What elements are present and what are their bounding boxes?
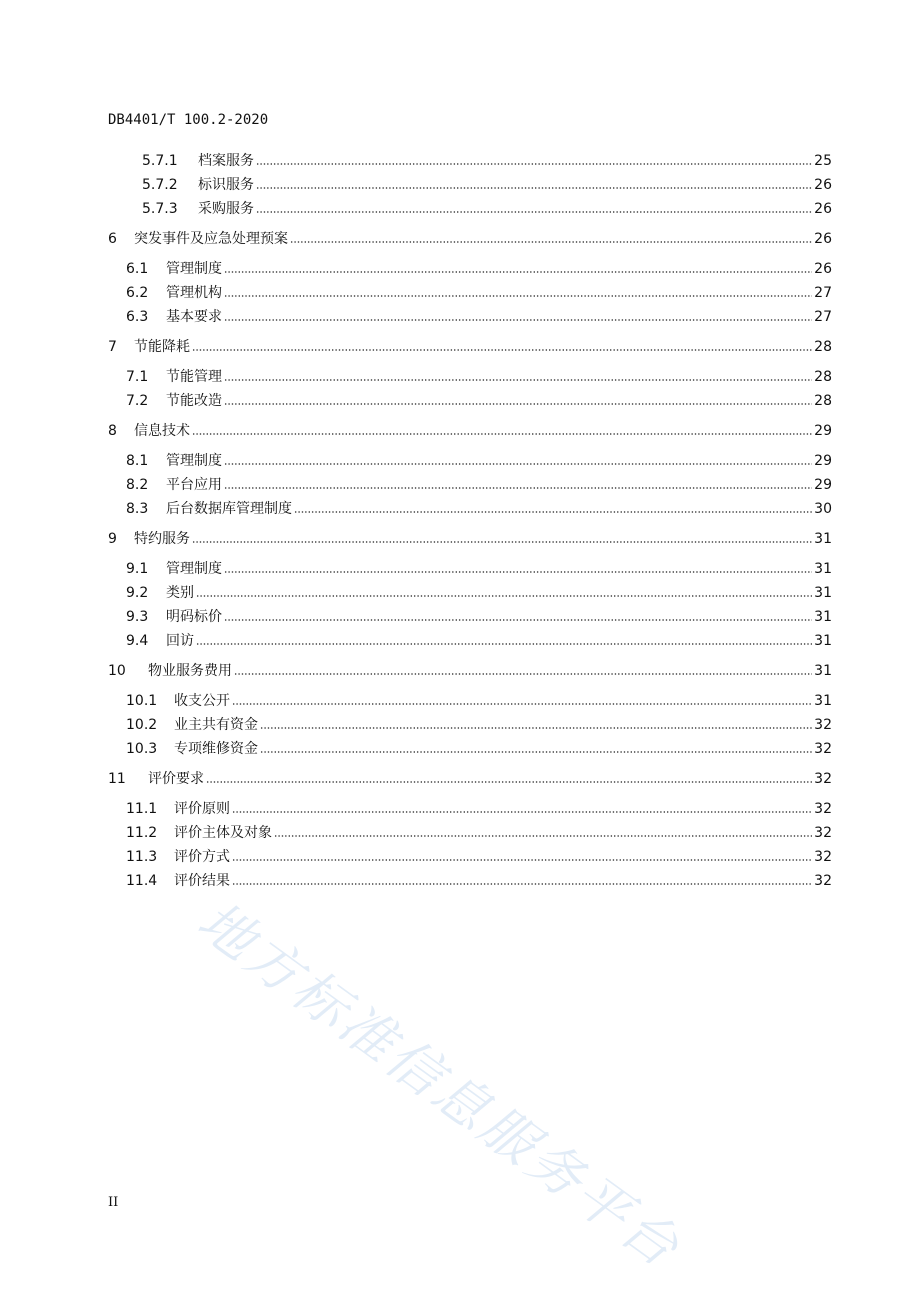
toc-entry-title: 管理机构 [166,285,222,301]
toc-entry-title: 采购服务 [198,201,254,217]
toc-entry-page: 28 [814,393,832,409]
toc-entry-page: 26 [814,261,832,277]
toc-entry-title: 收支公开 [174,693,230,709]
toc-entry-number: 9.2 [126,585,149,601]
toc-entry-page: 29 [814,453,832,469]
toc-entry[interactable] [126,799,832,819]
toc-entry-number: 7.1 [126,369,149,385]
toc-entry-page: 29 [814,423,832,439]
toc-entry-number: 10.2 [126,717,158,733]
dot-leader [192,540,812,544]
toc-entry-number: 8.2 [126,477,149,493]
toc-entry[interactable] [108,229,832,249]
toc-entry-title: 评价结果 [174,873,230,889]
dot-leader [224,462,812,466]
toc-entry-title: 业主共有资金 [174,717,258,733]
toc-entry-number: 7.2 [126,393,149,409]
toc-entry-page: 31 [814,585,832,601]
toc-entry-page: 32 [814,771,832,787]
toc-entry-page: 31 [814,693,832,709]
toc-entry-number: 8 [108,423,117,439]
toc-entry-number: 11.2 [126,825,158,841]
toc-entry-number: 8.3 [126,501,149,517]
toc-entry-page: 29 [814,477,832,493]
dot-leader [290,240,812,244]
toc-entry-number: 5.7.3 [142,201,178,217]
dot-leader [256,186,812,190]
dot-leader [234,672,812,676]
dot-leader [206,780,812,784]
dot-leader [224,270,812,274]
dot-leader [224,618,812,622]
toc-entry[interactable] [108,769,832,789]
dot-leader [196,642,812,646]
toc-entry[interactable] [126,607,832,627]
toc-entry[interactable] [126,259,832,279]
toc-entry-title: 类别 [166,585,194,601]
dot-leader [260,726,812,730]
toc-entry-title: 信息技术 [134,423,190,439]
toc-entry-number: 10 [108,663,126,679]
toc-entry-number: 8.1 [126,453,149,469]
toc-entry-title: 节能改造 [166,393,222,409]
toc-entry-page: 32 [814,717,832,733]
toc-entry[interactable] [126,823,832,843]
toc-entry[interactable] [142,151,832,171]
toc-entry[interactable] [108,421,832,441]
toc-entry-title: 后台数据库管理制度 [166,501,292,517]
toc-entry-page: 28 [814,369,832,385]
toc-entry[interactable] [126,283,832,303]
toc-entry-number: 6.3 [126,309,149,325]
toc-entry-title: 平台应用 [166,477,222,493]
toc-entry-number: 5.7.1 [142,153,178,169]
toc-entry-title: 标识服务 [198,177,254,193]
toc-entry[interactable] [126,499,832,519]
document-code: DB4401/T 100.2-2020 [108,112,269,128]
toc-entry[interactable] [126,583,832,603]
toc-entry-page: 31 [814,663,832,679]
dot-leader [224,486,812,490]
toc-entry-number: 5.7.2 [142,177,178,193]
toc-entry-page: 31 [814,609,832,625]
dot-leader [196,594,812,598]
toc-entry-title: 评价要求 [148,771,204,787]
toc-entry[interactable] [126,391,832,411]
toc-entry[interactable] [126,739,832,759]
dot-leader [256,162,812,166]
toc-entry-page: 26 [814,231,832,247]
dot-leader [232,702,812,706]
toc-entry[interactable] [108,661,832,681]
toc-entry-number: 6 [108,231,117,247]
toc-entry-number: 10.3 [126,741,158,757]
toc-entry[interactable] [142,199,832,219]
toc-entry-number: 6.1 [126,261,149,277]
toc-entry-page: 32 [814,741,832,757]
toc-entry-page: 31 [814,561,832,577]
dot-leader [224,318,812,322]
toc-entry-number: 11 [108,771,126,787]
toc-entry[interactable] [126,691,832,711]
dot-leader [224,402,812,406]
dot-leader [224,570,812,574]
toc-entry[interactable] [108,529,832,549]
toc-entry-page: 32 [814,801,832,817]
dot-leader [224,378,812,382]
toc-entry-number: 9 [108,531,117,547]
toc-entry-title: 明码标价 [166,609,222,625]
dot-leader [256,210,812,214]
dot-leader [294,510,812,514]
toc-entry-title: 物业服务费用 [148,663,232,679]
toc-entry-title: 基本要求 [166,309,222,325]
dot-leader [274,834,812,838]
toc-entry-number: 11.4 [126,873,158,889]
toc-entry[interactable] [142,175,832,195]
dot-leader [260,750,812,754]
toc-entry-number: 9.4 [126,633,149,649]
toc-entry-number: 9.1 [126,561,149,577]
toc-entry-title: 评价原则 [174,801,230,817]
toc-entry-page: 28 [814,339,832,355]
dot-leader [192,432,812,436]
toc-entry-title: 管理制度 [166,453,222,469]
toc-entry[interactable] [126,559,832,579]
toc-entry-number: 10.1 [126,693,158,709]
toc-entry-number: 9.3 [126,609,149,625]
dot-leader [232,810,812,814]
toc-entry-title: 节能管理 [166,369,222,385]
toc-entry-page: 27 [814,285,832,301]
toc-entry-page: 32 [814,873,832,889]
toc-entry[interactable] [126,307,832,327]
toc-entry-number: 7 [108,339,117,355]
dot-leader [232,882,812,886]
toc-entry[interactable] [126,451,832,471]
toc-entry-page: 30 [814,501,832,517]
toc-entry[interactable] [108,337,832,357]
toc-entry-page: 32 [814,849,832,865]
toc-entry-title: 管理制度 [166,561,222,577]
dot-leader [232,858,812,862]
toc-entry-page: 26 [814,201,832,217]
toc-entry[interactable] [126,475,832,495]
dot-leader [192,348,812,352]
toc-entry-page: 32 [814,825,832,841]
toc-entry-title: 突发事件及应急处理预案 [134,231,288,247]
watermark: 地方标准信息服务平台 [186,888,693,1281]
toc-entry-title: 回访 [166,633,194,649]
toc-entry-title: 专项维修资金 [174,741,258,757]
toc-entry-title: 特约服务 [134,531,190,547]
toc-entry-page: 27 [814,309,832,325]
toc-entry[interactable] [126,847,832,867]
toc-entry-page: 26 [814,177,832,193]
toc-entry-number: 6.2 [126,285,149,301]
toc-entry-page: 31 [814,531,832,547]
toc-entry-title: 管理制度 [166,261,222,277]
toc-entry-page: 31 [814,633,832,649]
toc-entry-title: 评价方式 [174,849,230,865]
toc-entry-title: 评价主体及对象 [174,825,272,841]
toc-entry[interactable] [126,367,832,387]
toc-entry-number: 11.3 [126,849,158,865]
toc-entry-title: 节能降耗 [134,339,190,355]
toc-entry-number: 11.1 [126,801,158,817]
toc-entry-title: 档案服务 [198,153,254,169]
page-number: II [108,1195,119,1210]
toc-entry[interactable] [126,715,832,735]
toc-entry[interactable] [126,631,832,651]
toc-entry-page: 25 [814,153,832,169]
dot-leader [224,294,812,298]
